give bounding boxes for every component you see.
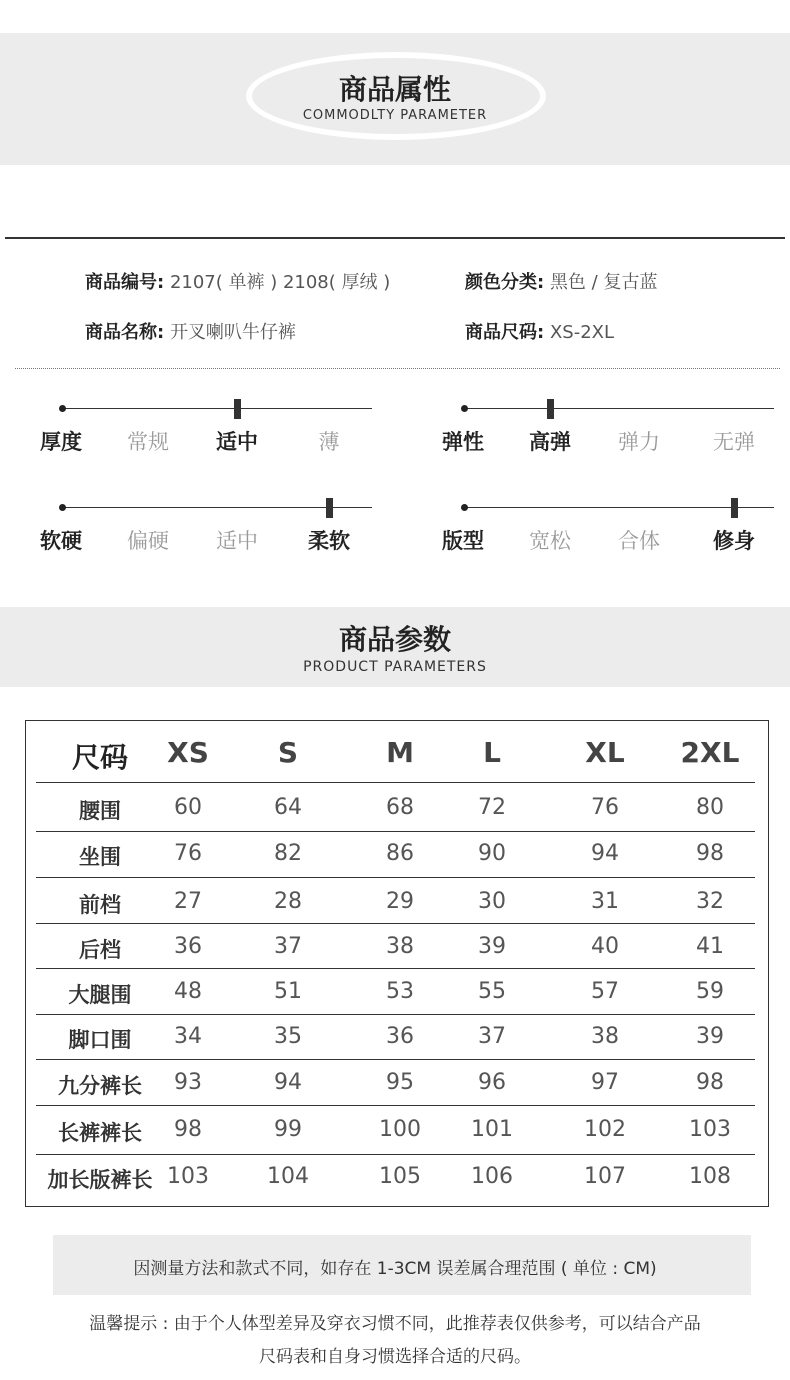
table-row-divider <box>36 782 755 783</box>
attribute-name: 厚度 <box>40 430 82 454</box>
attribute-option: 弹力 <box>618 430 660 454</box>
size-column-header: XS <box>167 736 209 769</box>
product-size-value: XS-2XL <box>549 322 615 343</box>
table-cell: 68 <box>386 795 414 820</box>
attribute-name: 弹性 <box>442 430 484 454</box>
measurement-label: 坐围 <box>79 845 121 869</box>
product-size-label: 商品尺码: <box>465 322 545 343</box>
tip-line-2: 尺码表和自身习惯选择合适的尺码。 <box>259 1347 531 1367</box>
table-cell: 103 <box>167 1164 209 1189</box>
slider-start-dot <box>59 405 66 412</box>
table-cell: 53 <box>386 979 414 1004</box>
product-name <box>85 318 296 344</box>
table-row-divider <box>36 831 755 832</box>
table-cell: 106 <box>471 1164 513 1189</box>
table-corner-header: 尺码 <box>71 741 129 774</box>
table-row-divider <box>36 923 755 924</box>
table-cell: 34 <box>174 1024 202 1049</box>
table-cell: 96 <box>478 1070 506 1095</box>
table-cell: 37 <box>478 1024 506 1049</box>
slider-start-dot <box>59 504 66 511</box>
attribute-name: 版型 <box>442 529 484 553</box>
measurement-label: 九分裤长 <box>58 1074 142 1098</box>
table-cell: 60 <box>174 795 202 820</box>
slider-marker <box>547 399 554 419</box>
size-column-header: XL <box>585 736 625 769</box>
table-cell: 107 <box>584 1164 626 1189</box>
table-cell: 104 <box>267 1164 309 1189</box>
table-cell: 101 <box>471 1117 513 1142</box>
table-cell: 57 <box>591 979 619 1004</box>
table-cell: 38 <box>386 934 414 959</box>
attribute-slider <box>62 498 372 518</box>
table-row-divider <box>36 1154 755 1155</box>
measurement-label: 长裤裤长 <box>58 1121 142 1145</box>
table-cell: 105 <box>379 1164 421 1189</box>
table-row-divider <box>36 877 755 878</box>
dotted-divider <box>15 368 780 369</box>
attribute-option: 偏硬 <box>127 529 169 553</box>
table-cell: 90 <box>478 841 506 866</box>
attribute-option: 常规 <box>127 430 169 454</box>
table-cell: 36 <box>174 934 202 959</box>
table-cell: 80 <box>696 795 724 820</box>
table-cell: 108 <box>689 1164 731 1189</box>
table-cell: 99 <box>274 1117 302 1142</box>
table-cell: 97 <box>591 1070 619 1095</box>
slider-marker <box>234 399 241 419</box>
table-cell: 102 <box>584 1117 626 1142</box>
table-cell: 82 <box>274 841 302 866</box>
measurement-label: 大腿围 <box>68 983 132 1007</box>
table-cell: 59 <box>696 979 724 1004</box>
product-code-value: 2107( 单裤 ) 2108( 厚绒 ) <box>169 272 391 293</box>
table-cell: 29 <box>386 889 414 914</box>
product-code-label: 商品编号: <box>85 272 165 293</box>
table-cell: 37 <box>274 934 302 959</box>
table-cell: 36 <box>386 1024 414 1049</box>
table-cell: 94 <box>274 1070 302 1095</box>
table-cell: 103 <box>689 1117 731 1142</box>
table-row-divider <box>36 1014 755 1015</box>
slider-track <box>464 408 774 409</box>
attribute-name: 软硬 <box>40 529 82 553</box>
table-cell: 94 <box>591 841 619 866</box>
product-size <box>465 318 614 344</box>
slider-track <box>62 408 372 409</box>
table-cell: 51 <box>274 979 302 1004</box>
attribute-option: 适中 <box>216 430 258 454</box>
table-cell: 39 <box>478 934 506 959</box>
size-column-header: L <box>483 736 501 769</box>
table-cell: 40 <box>591 934 619 959</box>
table-cell: 98 <box>696 1070 724 1095</box>
table-cell: 55 <box>478 979 506 1004</box>
table-cell: 76 <box>591 795 619 820</box>
table-cell: 98 <box>696 841 724 866</box>
table-row-divider <box>36 1105 755 1106</box>
attribute-option: 修身 <box>713 529 755 553</box>
divider <box>5 237 785 239</box>
table-cell: 93 <box>174 1070 202 1095</box>
table-cell: 38 <box>591 1024 619 1049</box>
table-cell: 86 <box>386 841 414 866</box>
table-row-divider <box>36 1059 755 1060</box>
slider-start-dot <box>461 504 468 511</box>
params-title: 商品参数 <box>338 623 451 656</box>
measure-note: 因测量方法和款式不同，如存在 1-3CM 误差属合理范围 ( 单位 : CM) <box>133 1259 657 1279</box>
attribute-option: 高弹 <box>529 430 571 454</box>
attribute-option: 适中 <box>216 529 258 553</box>
table-cell: 28 <box>274 889 302 914</box>
table-cell: 76 <box>174 841 202 866</box>
tip-line-1: 温馨提示 : 由于个人体型差异及穿衣习惯不同，此推荐表仅供参考，可以结合产品 <box>89 1314 701 1334</box>
section-title: 商品属性 <box>338 73 451 106</box>
slider-track <box>464 507 774 508</box>
slider-start-dot <box>461 405 468 412</box>
table-cell: 32 <box>696 889 724 914</box>
product-code <box>85 268 390 294</box>
product-name-label: 商品名称: <box>85 322 165 343</box>
attribute-slider <box>62 399 372 419</box>
attribute-option: 宽松 <box>529 529 571 553</box>
table-cell: 95 <box>386 1070 414 1095</box>
attribute-slider <box>464 399 774 419</box>
table-cell: 64 <box>274 795 302 820</box>
product-color-label: 颜色分类: <box>465 272 545 293</box>
measurement-label: 腰围 <box>79 799 121 823</box>
measurement-label: 后档 <box>79 938 121 962</box>
product-name-value: 开叉喇叭牛仔裤 <box>169 322 296 343</box>
attribute-slider <box>464 498 774 518</box>
product-color-value: 黑色 / 复古蓝 <box>549 272 658 293</box>
table-cell: 72 <box>478 795 506 820</box>
attribute-option: 薄 <box>318 430 340 454</box>
params-subtitle: PRODUCT PARAMETERS <box>303 659 487 675</box>
slider-marker <box>731 498 738 518</box>
table-cell: 39 <box>696 1024 724 1049</box>
measurement-label: 前档 <box>79 893 121 917</box>
size-column-header: S <box>277 736 299 769</box>
section-subtitle: COMMODLTY PARAMETER <box>302 108 488 123</box>
slider-marker <box>326 498 333 518</box>
table-cell: 41 <box>696 934 724 959</box>
table-cell: 27 <box>174 889 202 914</box>
table-cell: 98 <box>174 1117 202 1142</box>
table-row-divider <box>36 968 755 969</box>
attribute-option: 无弹 <box>713 430 755 454</box>
measurement-label: 脚口围 <box>68 1028 132 1052</box>
size-column-header: 2XL <box>680 736 740 769</box>
table-cell: 30 <box>478 889 506 914</box>
attribute-option: 合体 <box>618 529 660 553</box>
product-color <box>465 268 657 294</box>
table-cell: 48 <box>174 979 202 1004</box>
table-cell: 35 <box>274 1024 302 1049</box>
size-column-header: M <box>386 736 414 769</box>
measurement-label: 加长版裤长 <box>47 1168 153 1192</box>
table-cell: 100 <box>379 1117 421 1142</box>
attribute-option: 柔软 <box>308 529 350 553</box>
table-cell: 31 <box>591 889 619 914</box>
